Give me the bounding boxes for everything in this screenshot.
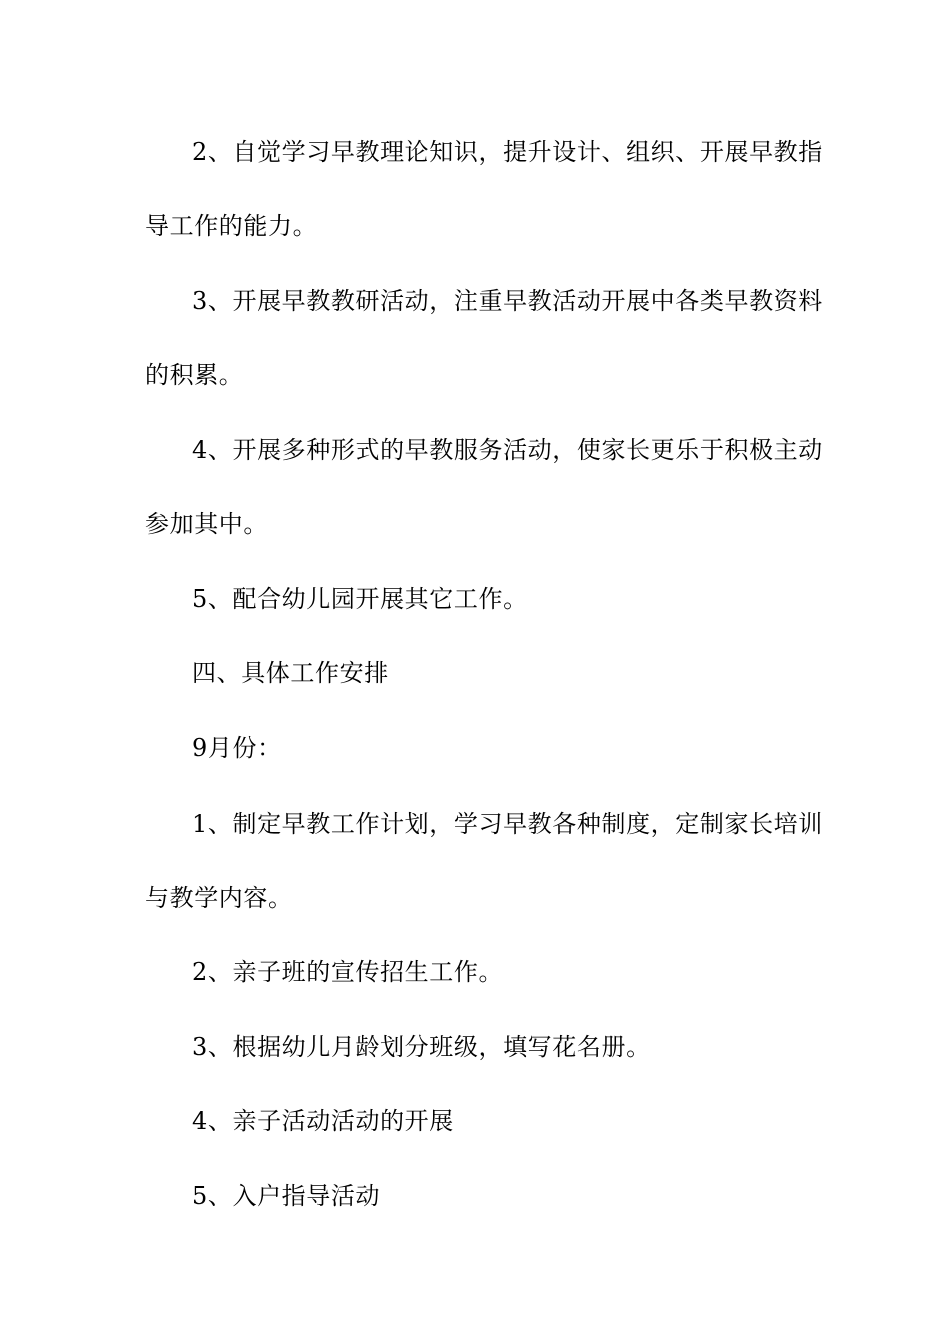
september-item-1-line-1: 1、制定早教工作计划，学习早教各种制度，定制家长培训: [192, 810, 823, 838]
september-item-4: 4、亲子活动活动的开展: [192, 1107, 454, 1135]
september-item-2: 2、亲子班的宣传招生工作。: [192, 958, 504, 986]
september-item-5: 5、入户指导活动: [192, 1182, 381, 1210]
paragraph-item-3-line-1: 3、开展早教教研活动，注重早教活动开展中各类早教资料: [192, 287, 823, 315]
september-item-3: 3、根据幼儿月龄划分班级，填写花名册。: [192, 1033, 651, 1061]
september-item-1-line-2: 与教学内容。: [145, 884, 293, 912]
month-heading: 9月份：: [192, 734, 282, 762]
paragraph-item-4-line-2: 参加其中。: [145, 510, 268, 538]
section-heading: 四、具体工作安排: [192, 659, 389, 687]
paragraph-item-2-line-2: 导工作的能力。: [145, 212, 318, 240]
paragraph-item-5: 5、配合幼儿园开展其它工作。: [192, 585, 528, 613]
paragraph-item-4-line-1: 4、开展多种形式的早教服务活动，使家长更乐于积极主动: [192, 436, 823, 464]
paragraph-item-3-line-2: 的积累。: [145, 361, 244, 389]
paragraph-item-2-line-1: 2、自觉学习早教理论知识，提升设计、组织、开展早教指: [192, 138, 823, 166]
